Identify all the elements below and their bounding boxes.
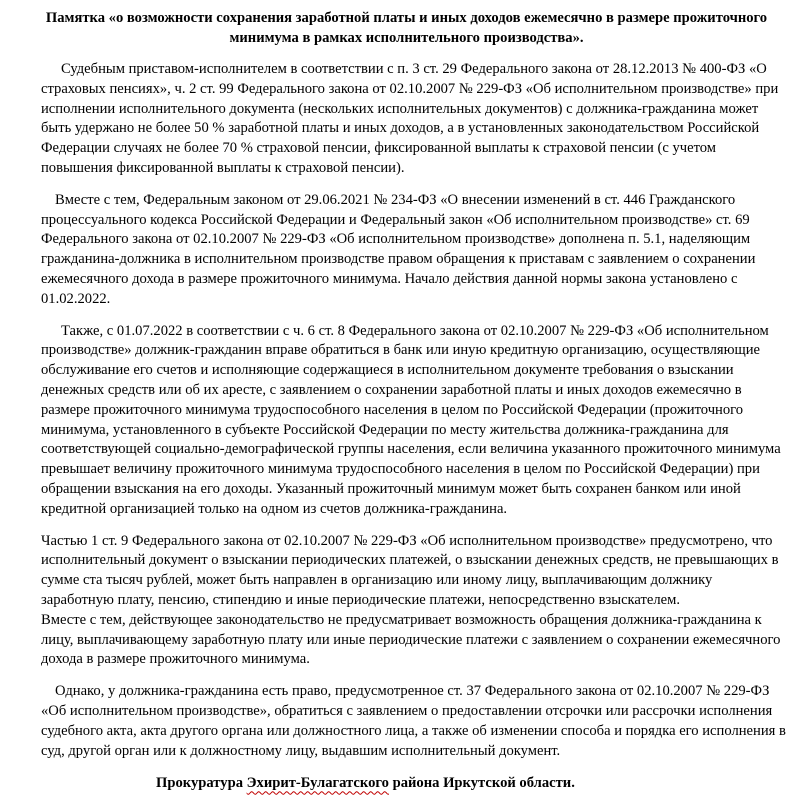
signature-district: Эхирит-Булагатского: [246, 775, 389, 792]
paragraph-article-9: Частью 1 ст. 9 Федерального закона от 02.10.2007 № 229-ФЗ «Об исполнительном производстве» предусмотрено, что исполнительный документ о взыскании периодических платежей, о взыскании денежных средств, не превышающих в сумме ста тысяч рублей, может быть направлен в организацию или иному лицу, выплачивающим должнику заработную плату, пенсию, стипендию и иные периодические платежи, непосредственно взыскателем.: [41, 532, 779, 608]
signature-line: [41, 773, 786, 793]
paragraph-bailiff-deductions: Судебным приставом-исполнителем в соответствии с п. 3 ст. 29 Федерального закона от 28.12.2013 № 400-ФЗ «О страховых пенсиях», ч. 2 ст. 99 Федерального закона от 02.10.2007 № 229-ФЗ «Об исполнительном производстве» при исполнении исполнительного документа (нескольких исполнительных документов) с должника-гражданина может быть удержано не более 50 % заработной платы и иных доходов, а в установленных законодательством Российской Федерации случаях не более 70 % страховой пенсии, фиксированной выплаты к страховой пенсии (с учетом повышения фиксированной выплаты к страховой пенсии).: [41, 61, 779, 176]
paragraph-bank-application: Также, с 01.07.2022 в соответствии с ч. 6 ст. 8 Федерального закона от 02.10.2007 № 229-ФЗ «Об исполнительном производстве» должник-гражданин вправе обратиться в банк или иную кредитную организацию, осуществляющие обслуживание его счетов и исполняющие содержащиеся в исполнительном документе требования о взыскании денежных средств или об их аресте, с заявлением о сохранении заработной платы и иных доходов ежемесячно в размере прожиточного минимума трудоспособного населения в целом по Российской Федерации (прожиточного минимума, установленного в субъекте Российской Федерации по месту жительства должника-гражданина для соответствующей социально-демографической группы населения, если величина указанного прожиточного минимума превышает величину прожиточного минимума трудоспособного населения в целом по Российской Федерации) при обращении взыскания на его доходы. Указанный прожиточный минимум может быть сохранен банком или иной кредитной организацией только на одном из счетов должника-гражданина.: [41, 322, 781, 517]
document-title: Памятка «о возможности сохранения заработной платы и иных доходов ежемесячно в размере прожиточного минимума в рамках исполнительного производства».: [45, 10, 768, 46]
signature-suffix: района Иркутской области.: [388, 775, 575, 792]
paragraph-no-employer-application: Вместе с тем, действующее законодательство не предусматривает возможность обращения должника-гражданина к лицу, выплачивающему заработную плату или иные периодические платежи с заявлением о сохранении ежемесячного дохода в размере прожиточного минимума.: [41, 611, 781, 668]
signature-prefix: Прокуратура: [156, 775, 247, 792]
paragraph-article-37-right: Однако, у должника-гражданина есть право, предусмотренное ст. 37 Федерального закона от 02.10.2007 № 229-ФЗ «Об исполнительном производстве», обратиться с заявлением о предоставлении отсрочки или рассрочки исполнения судебного акта, акта другого органа или должностного лица, а также об изменении способа и порядка его исполнения в суд, другой орган или к должностному лицу, выдавшим исполнительный документ.: [41, 683, 786, 759]
paragraph-law-234fz: Вместе с тем, Федеральным законом от 29.06.2021 № 234-ФЗ «О внесении изменений в ст. 446 Гражданского процессуального кодекса Российской Федерации и Федеральный закон «Об исполнительном производстве» ст. 69 Федерального закона от 02.10.2007 № 229-ФЗ «Об исполнительном производстве» дополнена п. 5.1, наделяющим гражданина-должника в исполнительном производстве правом обращения к приставам с заявлением о сохранении ежемесячного дохода в размере прожиточного минимума. Начало действия данной нормы закона установлено с 01.02.2022.: [41, 191, 756, 307]
